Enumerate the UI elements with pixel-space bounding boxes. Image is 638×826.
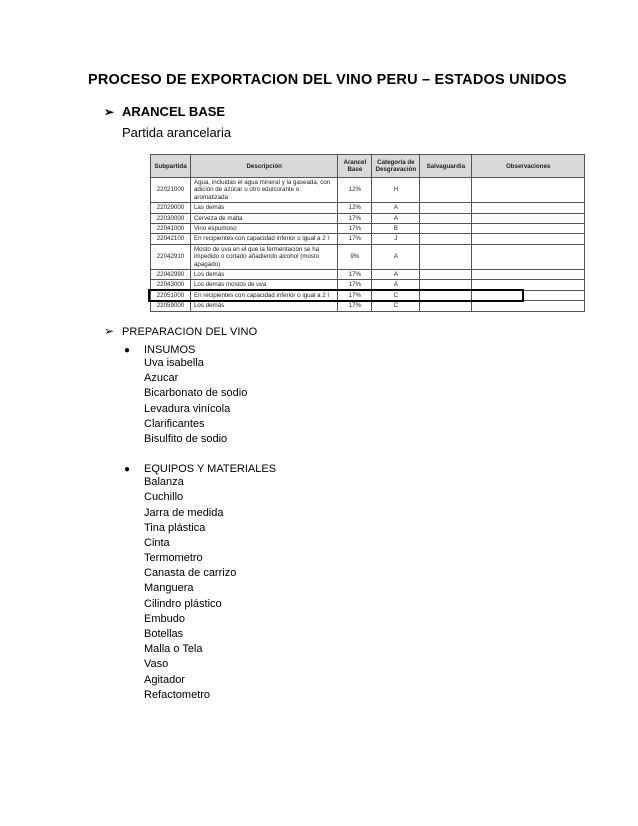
list-item: Canasta de carrizo [144, 567, 237, 580]
table-cell: A [372, 203, 420, 213]
table-cell: 22042910 [151, 244, 191, 269]
list-item: Bisulfito de sodio [144, 432, 228, 445]
table-cell [472, 280, 585, 290]
table-cell: 22030000 [151, 213, 191, 223]
column-header: Categoría de Desgravación [372, 155, 420, 178]
table-cell: Los demás [190, 301, 337, 311]
table-cell: Las demás [190, 203, 337, 213]
table-cell [420, 270, 472, 280]
table-cell: 17% [338, 270, 372, 280]
table-cell [420, 290, 472, 300]
bullet-dot-icon: ● [124, 344, 131, 356]
table-cell [472, 244, 585, 269]
column-header: Arancel Base [338, 155, 372, 178]
list-item: Manguera [144, 582, 194, 595]
table-cell [420, 213, 472, 223]
arrow-bullet-icon: ➢ [104, 105, 115, 119]
table-row [151, 290, 585, 300]
column-header: Subpartida [151, 155, 191, 178]
list-item: Jarra de medida [144, 506, 224, 519]
table-cell: A [372, 280, 420, 290]
list-item: Cuchillo [144, 491, 184, 504]
section-heading: ARANCEL BASE [122, 104, 226, 119]
list-item: Levadura vinícola [144, 402, 231, 415]
table-row [151, 280, 585, 290]
list-item: Refactometro [144, 688, 211, 701]
table-cell [420, 203, 472, 213]
table-cell: 22042990 [151, 270, 191, 280]
table-cell: En recipientes con capacidad inferior o igual a 2 l [190, 234, 337, 244]
table-row [151, 178, 585, 203]
table-row [151, 234, 585, 244]
arrow-bullet-icon: ➢ [104, 324, 115, 338]
column-header: Descripción [190, 155, 337, 178]
table-row [151, 213, 585, 223]
table-cell: 17% [338, 280, 372, 290]
insumos-block [124, 344, 276, 447]
table-cell: C [372, 290, 420, 300]
table-cell: Cerveza de malta [190, 213, 337, 223]
list-item: Cinta [144, 536, 170, 549]
table-cell: J [372, 234, 420, 244]
table-cell [472, 213, 585, 223]
document-title: PROCESO DE EXPORTACION DEL VINO PERU – ESTADOS UNIDOS [88, 72, 567, 88]
tariff-table [150, 154, 585, 312]
table-cell: 17% [338, 224, 372, 234]
table-cell: 9% [338, 244, 372, 269]
list-heading: EQUIPOS Y MATERIALES [144, 463, 277, 476]
table-cell: A [372, 270, 420, 280]
table-cell [472, 178, 585, 203]
list-item: Bicarbonato de sodio [144, 387, 248, 400]
list-item: Clarificantes [144, 417, 205, 430]
table-cell: En recipientes con capacidad inferior o igual a 2 l [190, 290, 337, 300]
section-subheading: Partida arancelaria [122, 125, 232, 140]
list-item: Uva isabella [144, 357, 204, 369]
tariff-table-wrapper [150, 154, 585, 312]
column-header: Observaciones [472, 155, 585, 178]
table-cell: 12% [338, 178, 372, 203]
table-cell: 17% [338, 234, 372, 244]
table-cell: Los demás mostos de uva [190, 280, 337, 290]
section-arancel-base [104, 104, 231, 140]
table-cell [420, 301, 472, 311]
table-cell [420, 280, 472, 290]
table-cell: B [372, 224, 420, 234]
list-item: Azucar [144, 372, 179, 385]
table-cell: 17% [338, 213, 372, 223]
table-row [151, 203, 585, 213]
list-item: Vaso [144, 658, 169, 671]
table-row [151, 224, 585, 234]
table-header-row [151, 155, 585, 178]
table-cell [420, 234, 472, 244]
table-cell: 22043000 [151, 280, 191, 290]
list-item: Malla o Tela [144, 643, 203, 656]
table-cell [420, 244, 472, 269]
insumos-list [144, 356, 276, 447]
list-item: Termometro [144, 552, 203, 565]
table-cell: 22051000 [151, 290, 191, 300]
table-cell [472, 234, 585, 244]
list-item: Botellas [144, 628, 184, 640]
list-item: Balanza [144, 476, 184, 489]
table-cell [472, 290, 585, 300]
table-cell: 17% [338, 290, 372, 300]
table-cell [420, 224, 472, 234]
table-cell: Vino espumoso [190, 224, 337, 234]
table-cell [472, 270, 585, 280]
table-cell [472, 301, 585, 311]
table-cell: A [372, 244, 420, 269]
table-cell: Los demás [190, 270, 337, 280]
table-cell: A [372, 213, 420, 223]
table-row [151, 270, 585, 280]
column-header: Salvaguardia [420, 155, 472, 178]
list-item: Cilindro plástico [144, 597, 222, 610]
table-cell: H [372, 178, 420, 203]
table-row [151, 301, 585, 311]
equipos-block [124, 463, 276, 703]
list-item: Tina plástica [144, 521, 206, 534]
table-row [151, 244, 585, 269]
table-cell: 22042100 [151, 234, 191, 244]
section-preparacion [104, 324, 276, 703]
table-cell: 22021000 [151, 178, 191, 203]
list-item: Agitador [144, 673, 185, 686]
list-heading: INSUMOS [144, 344, 196, 356]
equipos-list [144, 475, 276, 703]
table-cell: 22029000 [151, 203, 191, 213]
section-heading: PREPARACION DEL VINO [122, 326, 258, 338]
table-cell: 22041000 [151, 224, 191, 234]
list-item: Embudo [144, 612, 185, 625]
bullet-dot-icon: ● [124, 463, 131, 475]
table-cell [472, 203, 585, 213]
table-cell: Mosto de uva en el que la fermentación se ha impedido o cortado añadiendo alcohol (mosto apagado) [190, 244, 337, 269]
table-cell: 17% [338, 301, 372, 311]
table-cell [420, 178, 472, 203]
table-cell: 22059000 [151, 301, 191, 311]
table-cell [472, 224, 585, 234]
table-cell: Agua, incluidas el agua mineral y la gaseada, con adición de azúcar u otro edulcorante o aromatizada [190, 178, 337, 203]
table-cell: C [372, 301, 420, 311]
table-cell: 12% [338, 203, 372, 213]
